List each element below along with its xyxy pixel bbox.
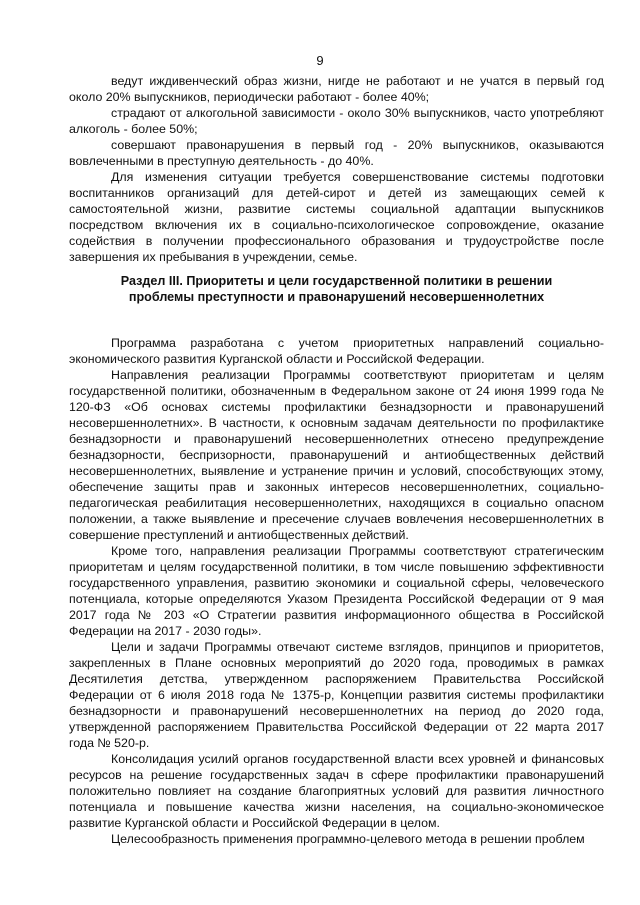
section-heading-line: Раздел III. Приоритеты и цели государственной политики в решении (120, 274, 553, 288)
section-paragraph: Цели и задачи Программы отвечают системе взглядов, принципов и приоритетов, закрепленных в Плане основных мероприятий до 2020 года, проводимых в рамках Десятилетия детства, утвержденном распоряжением Правительства Российской Федерации от 6 июля 2018 года № 1375-р, Концепции развития системы профилактики безнадзорности и правонарушений несовершеннолетних на период до 2020 года, утвержденной распоряжением Правительства Российской Федерации от 22 марта 2017 года № 520-р. (69, 640, 604, 750)
intro-paragraph: ведут иждивенческий образ жизни, нигде не работают и не учатся в первый год около 20% выпускников, периодически работают - более 40%; (69, 74, 604, 104)
intro-paragraph: страдают от алкогольной зависимости - около 30% выпускников, часто употребляют алкоголь - более 50%; (69, 106, 604, 136)
section-paragraph: Направления реализации Программы соответствуют приоритетам и целям государственной политики, обозначенным в Федеральном законе от 24 июня 1999 года № 120-ФЗ «Об основах системы профилактики безнадзорности и правонарушений несовершеннолетних». В частности, к основным задачам деятельности по профилактике безнадзорности и правонарушений несовершеннолетних отнесено предупреждение безнадзорности, беспризорности, правонарушений и антиобщественных действий несовершеннолетних, выявление и устранение причин и условий, способствующих этому, обеспечение защиты прав и законных интересов несовершеннолетних, социально-педагогическая реабилитация несовершеннолетних, находящихся в социально опасном положении, а также выявление и пресечение случаев вовлечения несовершеннолетних в совершение преступлений и антиобщественных действий. (69, 368, 604, 542)
section-paragraph: Целесообразность применения программно-целевого метода в решении проблем (111, 832, 585, 846)
section-paragraph: Консолидация усилий органов государственной власти всех уровней и финансовых ресурсов на решение государственных задач в сфере профилактики правонарушений положительно повлияет на создание благоприятных условий для развития личностного потенциала и повышение качества жизни населения, на социально-экономическое развитие Курганской области и Российской Федерации в целом. (69, 752, 604, 830)
page-body (69, 73, 604, 847)
section-paragraph: Кроме того, направления реализации Программы соответствуют стратегическим приоритетам и целям государственной политики, в том числе повышению эффективности государственного управления, развитию экономики и социальной сферы, человеческого потенциала, которые определяются Указом Президента Российской Федерации от 9 мая 2017 года № 203 «О Стратегии развития информационного общества в Российской Федерации на 2017 - 2030 годы». (69, 544, 604, 638)
intro-paragraph: Для изменения ситуации требуется совершенствование системы подготовки воспитанников организаций для детей-сирот и детей из замещающих семей к самостоятельной жизни, развитие системы социальной адаптации выпускников посредством включения их в социально-психологическое сопровождение, оказание содействия в получении профессионального образования и трудоустройстве после завершения их пребывания в учреждении, семье. (69, 170, 604, 264)
section-heading (69, 273, 604, 305)
section-heading-line: проблемы преступности и правонарушений несовершеннолетних (128, 290, 545, 304)
section-paragraph: Программа разработана с учетом приоритетных направлений социально-экономического развития Курганской области и Российской Федерации. (69, 336, 604, 366)
intro-paragraph: совершают правонарушения в первый год - 20% выпускников, оказываются вовлеченными в преступную деятельность - до 40%. (69, 138, 604, 168)
page-number: 9 (316, 53, 324, 68)
